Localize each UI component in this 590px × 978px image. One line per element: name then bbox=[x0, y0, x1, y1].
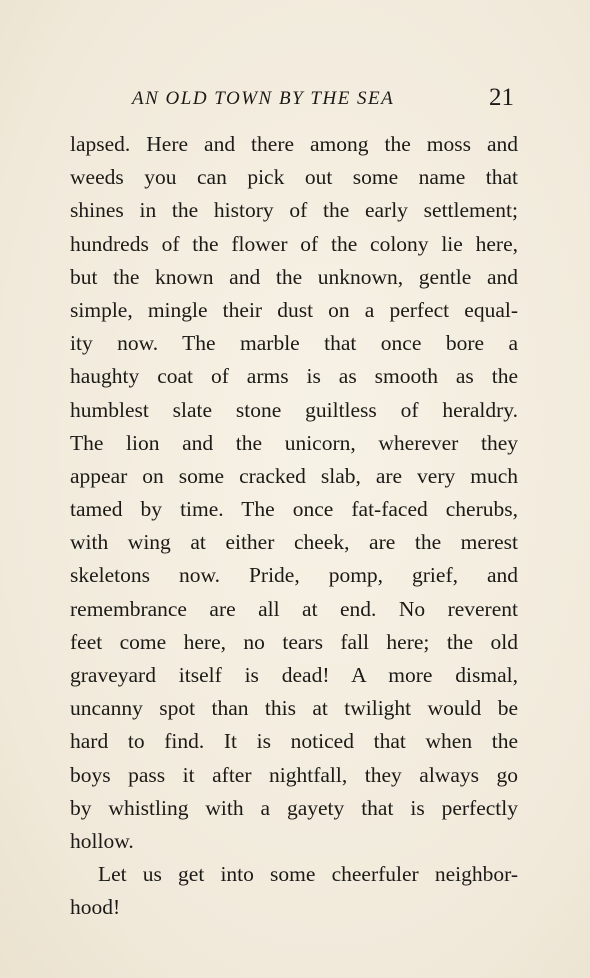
text-line: but the known and the unknown, gentle and bbox=[70, 264, 518, 289]
text-line: shines in the history of the early settlement; bbox=[70, 198, 518, 223]
text-line: tamed by time. The once fat-faced cherubs, bbox=[70, 497, 518, 522]
text-line: lapsed. Here and there among the moss and bbox=[70, 132, 518, 156]
text-line: remembrance are all at end. No reverent bbox=[70, 596, 518, 621]
text-line: with wing at either cheek, are the merest bbox=[70, 530, 518, 555]
text-line: by whistling with a gayety that is perfectly bbox=[70, 795, 518, 820]
body-text bbox=[70, 128, 518, 925]
text-line: weeds you can pick out some name that bbox=[70, 165, 518, 190]
text-line: uncanny spot than this at twilight would be bbox=[70, 696, 518, 721]
text-line: hard to find. It is noticed that when the bbox=[70, 729, 518, 754]
page-header bbox=[70, 86, 518, 116]
text-line: simple, mingle their dust on a perfect equal- bbox=[70, 297, 518, 322]
text-line: ity now. The marble that once bore a bbox=[70, 331, 518, 356]
text-line: graveyard itself is dead! A more dismal, bbox=[70, 663, 518, 687]
text-line: Let us get into some cheerfuler neighbor- bbox=[98, 862, 518, 887]
text-line: appear on some cracked slab, are very much bbox=[70, 463, 518, 488]
text-line: feet come here, no tears fall here; the old bbox=[70, 629, 518, 654]
text-line: hundreds of the flower of the colony lie here, bbox=[70, 231, 518, 256]
running-head: AN OLD TOWN BY THE SEA bbox=[132, 88, 395, 109]
page-number: 21 bbox=[489, 84, 514, 111]
text-line: humblest slate stone guiltless of heraldry. bbox=[70, 397, 518, 422]
text-line: haughty coat of arms is as smooth as the bbox=[70, 364, 518, 389]
text-line: boys pass it after nightfall, they always go bbox=[70, 762, 518, 787]
text-line: hollow. bbox=[70, 828, 134, 853]
text-line: hood! bbox=[70, 895, 121, 920]
text-line: skeletons now. Pride, pomp, grief, and bbox=[70, 563, 518, 588]
text-line: The lion and the unicorn, wherever they bbox=[70, 430, 518, 455]
